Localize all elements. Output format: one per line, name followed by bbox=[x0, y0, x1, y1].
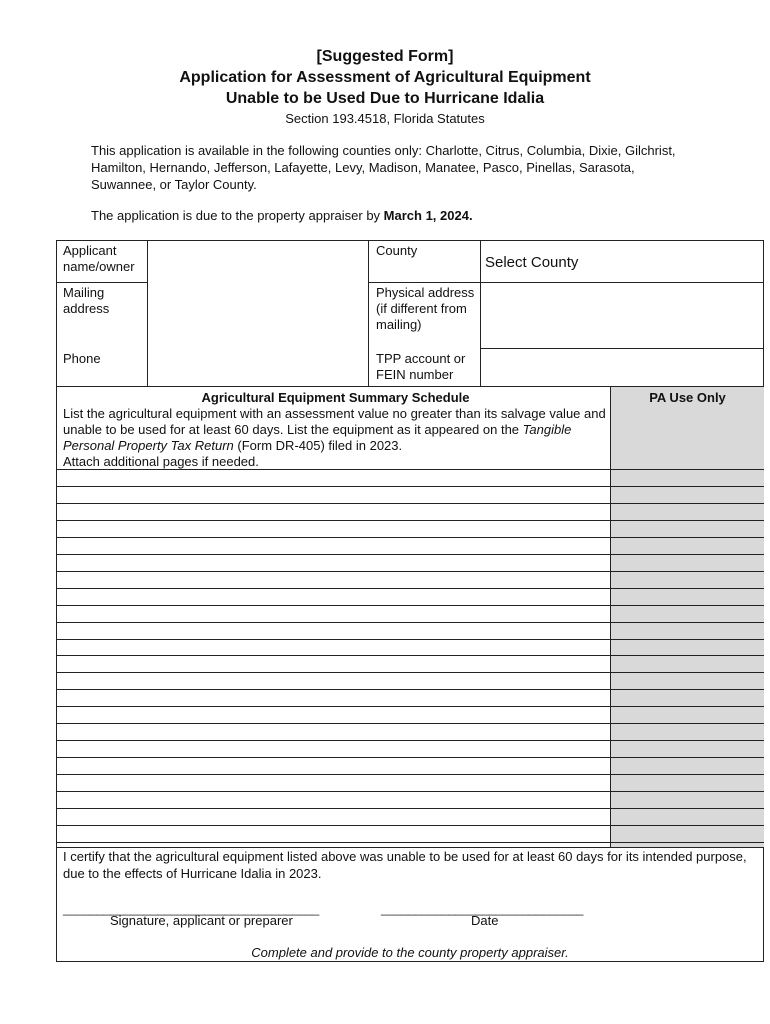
table-row[interactable] bbox=[57, 723, 764, 724]
date-line[interactable]: ______________________________ bbox=[381, 901, 583, 916]
statute-reference: Section 193.4518, Florida Statutes bbox=[285, 111, 485, 126]
certification-text: I certify that the agricultural equipment listed above was unable to be used for at least 60 days for its intended purpose, due to the effects of Hurricane Idalia in 2023. bbox=[63, 849, 747, 881]
physical-address-field[interactable] bbox=[481, 283, 763, 349]
schedule-description: List the agricultural equipment with an assessment value no greater than its salvage value and unable to be used for at least 60 days. List the equipment as it appeared on the Tangible Personal Property Tax Return (Form DR-405) filed in 2023. bbox=[63, 406, 606, 453]
table-row[interactable] bbox=[57, 486, 764, 487]
table-row[interactable] bbox=[57, 791, 764, 792]
form-header bbox=[0, 46, 770, 128]
table-row[interactable] bbox=[57, 622, 764, 623]
application-form bbox=[56, 240, 764, 962]
form-type-label: [Suggested Form] bbox=[316, 48, 454, 65]
table-row[interactable] bbox=[57, 808, 764, 809]
due-date: March 1, 2024. bbox=[383, 208, 473, 223]
table-row[interactable] bbox=[57, 605, 764, 606]
table-row[interactable] bbox=[57, 774, 764, 775]
county-select[interactable]: Select County bbox=[485, 254, 579, 271]
phone-field[interactable] bbox=[148, 349, 365, 386]
table-row[interactable] bbox=[57, 842, 764, 843]
date-label: Date bbox=[471, 913, 499, 928]
table-row[interactable] bbox=[57, 706, 764, 707]
mailing-address-label: Mailing address bbox=[63, 285, 110, 316]
applicant-label: Applicant name/owner bbox=[63, 243, 135, 274]
pa-use-only-label: PA Use Only bbox=[649, 390, 726, 405]
table-row[interactable] bbox=[57, 757, 764, 758]
county-label: County bbox=[376, 243, 418, 258]
form-title-line1: Application for Assessment of Agricultural Equipment bbox=[179, 69, 591, 86]
pa-use-column bbox=[611, 387, 764, 847]
divider bbox=[368, 241, 369, 387]
divider bbox=[480, 348, 764, 349]
divider bbox=[480, 241, 481, 387]
schedule-title: Agricultural Equipment Summary Schedule bbox=[201, 390, 470, 405]
schedule-instructions bbox=[63, 390, 608, 470]
divider bbox=[147, 241, 148, 387]
table-row[interactable] bbox=[57, 689, 764, 690]
table-row[interactable] bbox=[57, 469, 764, 470]
signature-label: Signature, applicant or preparer bbox=[110, 913, 293, 928]
table-row[interactable] bbox=[57, 554, 764, 555]
form-title-line2: Unable to be Used Due to Hurricane Idalia bbox=[225, 90, 545, 107]
table-row[interactable] bbox=[57, 520, 764, 521]
divider bbox=[57, 282, 147, 283]
tpp-account-label: TPP account or FEIN number bbox=[376, 351, 466, 382]
table-row[interactable] bbox=[57, 672, 764, 673]
mailing-address-field[interactable] bbox=[148, 283, 365, 349]
table-row[interactable] bbox=[57, 537, 764, 538]
table-row[interactable] bbox=[57, 825, 764, 826]
footer-note: Complete and provide to the county property appraiser. bbox=[251, 945, 569, 960]
table-row[interactable] bbox=[57, 503, 764, 504]
table-row[interactable] bbox=[57, 571, 764, 572]
due-prefix: The application is due to the property appraiser by bbox=[91, 208, 384, 223]
phone-label: Phone bbox=[63, 351, 101, 366]
applicant-name-field[interactable] bbox=[148, 241, 365, 281]
due-date-text bbox=[91, 207, 473, 224]
divider bbox=[368, 282, 764, 283]
tpp-account-field[interactable] bbox=[481, 349, 763, 386]
schedule-attach-note: Attach additional pages if needed. bbox=[63, 454, 259, 469]
divider bbox=[610, 386, 611, 847]
county-availability-text: This application is available in the following counties only: Charlotte, Citrus, Columbia, Dixie, Gilchrist, Hamilton, Hernando, Jefferson, Lafayette, Levy, Madison, Manatee, Pasco, Pinellas, Sarasota, Suwannee, or Taylor County. bbox=[91, 143, 676, 192]
physical-address-label: Physical address (if different from mailing) bbox=[376, 285, 475, 332]
signature-line[interactable]: ______________________________________ bbox=[63, 901, 319, 916]
table-row[interactable] bbox=[57, 588, 764, 589]
table-row[interactable] bbox=[57, 639, 764, 640]
table-row[interactable] bbox=[57, 740, 764, 741]
table-row[interactable] bbox=[57, 655, 764, 656]
